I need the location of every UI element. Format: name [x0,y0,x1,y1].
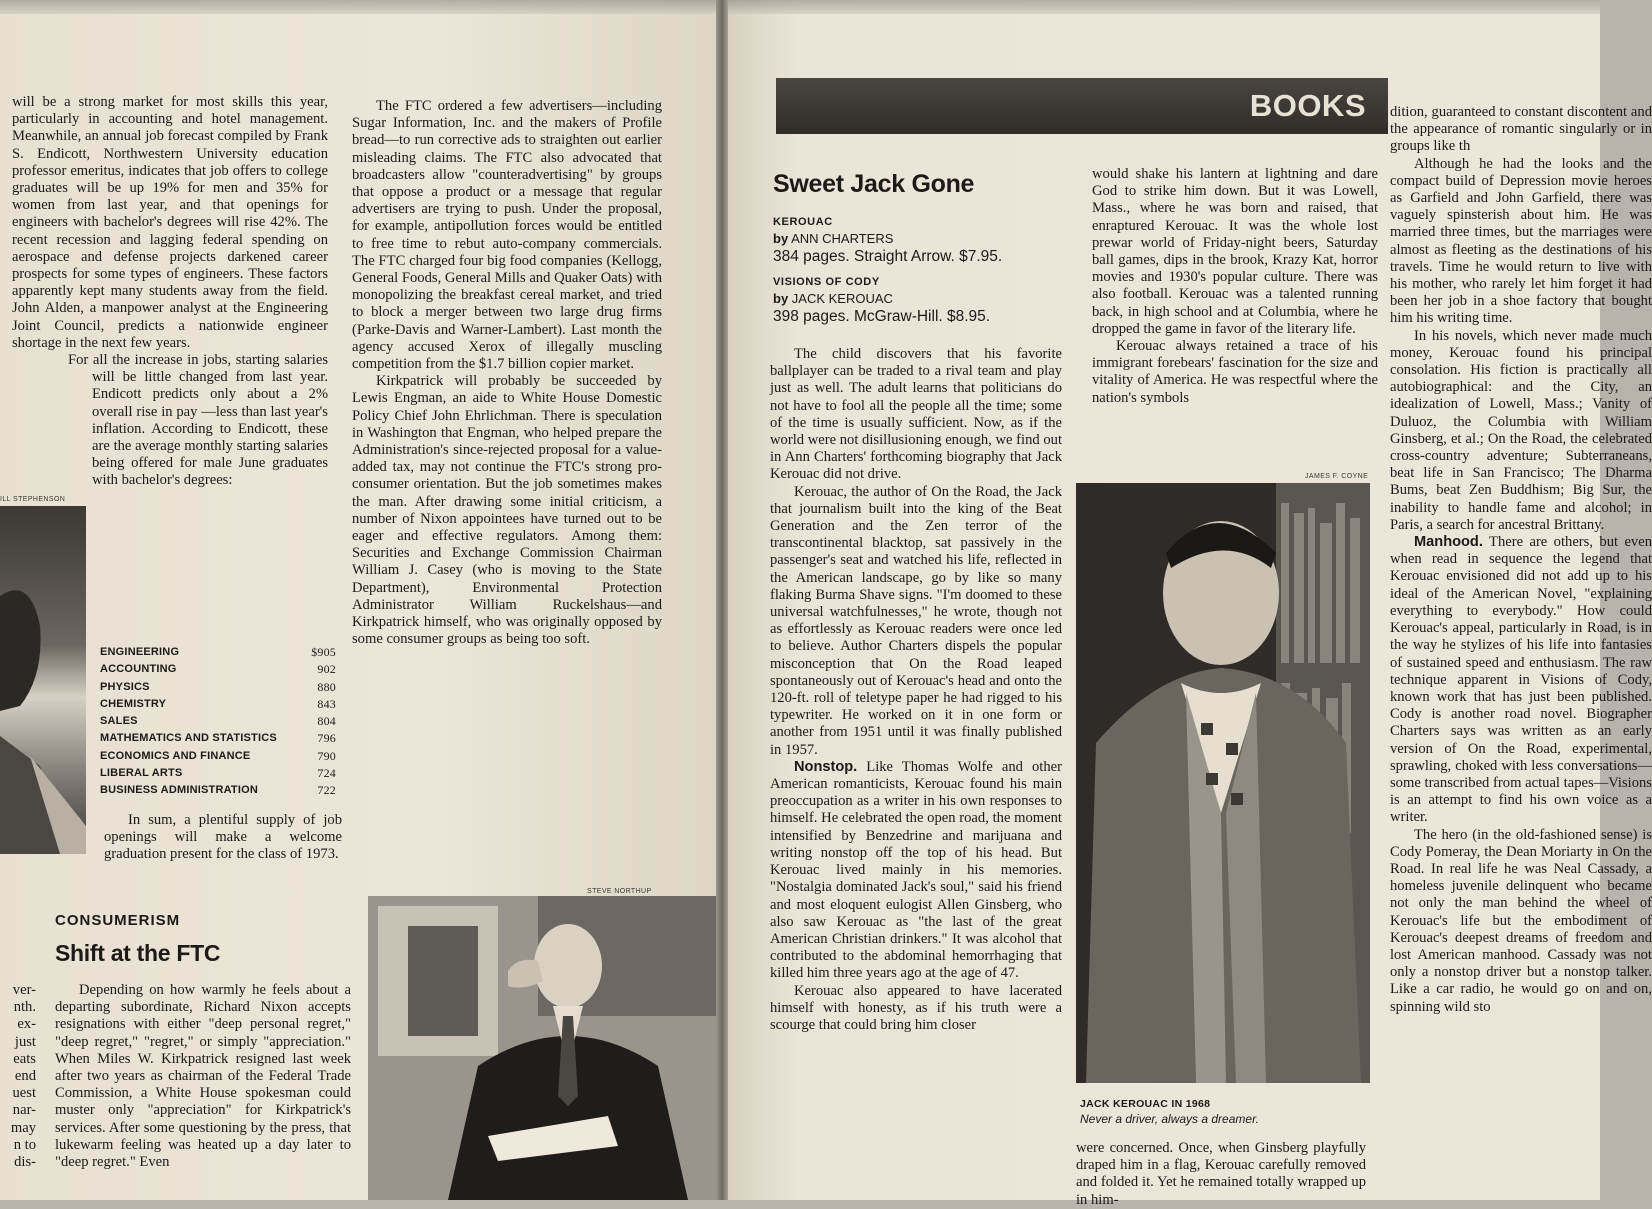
salary-row [100,644,336,661]
book-author-line [773,291,1063,306]
left-column-1c [55,982,351,1171]
right-col3-paragraph-4 [1390,534,1652,826]
salary-amount: $905 [311,645,336,659]
salary-field: ACCOUNTING [100,663,177,676]
banner-label: BOOKS [1249,88,1366,123]
runin-manhood: Manhood. [1414,534,1483,551]
photo-credit-kerouac: JAMES F. COYNE [1305,473,1369,480]
salary-row [100,713,336,730]
left-column-1b [94,630,342,863]
section-headline: Shift at the FTC [55,940,221,966]
review-headline: Sweet Jack Gone [773,170,975,198]
right-col1-paragraph-1: The child discovers that his favorite ballplayer can be traded to a rival team and play just as well. The adult learns that politicians do not have to fool all the people all the time; some of the time is usually sufficient. Now, as if the world were not disillusioning enough, we find out in Ann Charters' forthcoming biography that Jack Kerouac did not drive. [770,346,1062,483]
book-author: JACK KEROUAC [791,291,893,306]
salary-amount: 724 [317,766,336,781]
photo-caption [1080,1097,1370,1127]
edge-fragment: eats [13,1050,36,1067]
book-info [773,206,1063,326]
edge-fragment: nth. [13,999,36,1016]
right-col1-paragraph-2: Kerouac, the author of On the Road, the Jack that journalism built into the king of the Beat Generation and the Zen terror of the transcontinental blacktop, sat passively in the passenger's seat and watched his life, reflected in the American landscape, go by like so many flaking Burma Shave signs. "I'm doomed to these universal watchfulnesses," he wrote, though not as effortlessly as Kerouac readers were once led to believe. Author Charters dispels the popular misconception that On the Road leaped spontaneously out of Kerouac's head and onto the 120-ft. roll of teletype paper he had rigged to his typewriter. He worked on it in one form or another from 1951 until it was finally published in 1957. [770,483,1062,758]
right-col2-paragraph-1: would shake his lantern at lightning and dare God to strike him down. But it was Lowell, Mass., where he was born and raised, that enraptured Kerouac. It was the whole lost prewar world of Friday-night beers, Saturday ball games, dips in the brook, Krazy Kat, horror movies and 1930's popular culture. There was also football. Kerouac was a talented running back, in high school and at Columbia, where he dropped the game in favor of the literary life. [1092,166,1378,337]
right-col1-paragraph-3 [770,759,1062,983]
left-edge-photo [0,506,86,854]
right-col3-paragraph-1: dition, guaranteed to constant discontent and the appearance of romantic singularly or in groups like th [1390,104,1652,155]
left-col2-paragraph-1: The FTC ordered a few advertisers—including Sugar Information, Inc. and the makers of Profile bread—to run corrective ads to straighten out earlier misleading claims. The FTC also advocated that broadcasters allow "counteradvertising" by groups that oppose a product or a message that regular advertisers are trying to push. Under the proposal, for example, antipollution forces would be entitled to free time to rebut auto-company commercials. The FTC charged four big food companies (Kellogg, General Foods, General Mills and Quaker Oats) with monopolizing the breakfast cereal market, and tried to block a merger between two large drug firms (Parke-Davis and Warner-Lambert). Last month the agency accused Xerox of illegally muscling competition from the $1.7 billion copier market. [352,98,662,373]
section-banner [776,78,1388,134]
salary-field: LIBERAL ARTS [100,767,183,780]
salary-field: ECONOMICS AND FINANCE [100,749,251,762]
left-column-1 [12,94,328,490]
man-at-desk-graphic [368,896,716,1200]
right-col3-paragraph-5: The hero (in the old-fashioned sense) is Cody Pomeray, the Dean Moriarty in On the Road. In real life he was Neal Cassady, a homeless juvenile delinquent who became not only the man behind the wheel of Kerouac's life but the embodiment of Kerouac's deepest dreams of freedom and lost American manhood. Cassady was not only a nonstop driver but a nonstop talker. Like a car radio, he would go on and on, spinning wild sto [1390,826,1652,1015]
edge-fragment: end [14,1068,36,1085]
right-col3-paragraph-2: Although he had the looks and the compact build of Depression movie heroes as Garfield and John Garfield, there was vaguely spinsterish about him. He was married three times, but the marriages were almost as fleeting as the destinations of his travels. Time he would return to live with his mother, who rarely let him forget it had been her job in a shoe factory that bought him his writing time. [1390,155,1652,327]
salary-row [100,730,336,747]
edge-fragment: ver- [12,982,36,998]
book-title: VISIONS OF CODY [773,276,880,288]
kirkpatrick-photo [368,896,716,1200]
photo-credit-left: ILL STEPHENSON [0,496,66,503]
salary-row [100,748,336,765]
book-author: ANN CHARTERS [791,231,894,246]
left-col1-paragraph-3: In sum, a plentiful supply of job openings will make a welcome graduation present for the class of 1973. [104,811,342,863]
edge-fragment: nar- [12,1102,36,1119]
salary-amount: 790 [317,748,336,763]
salary-field: CHEMISTRY [100,697,167,710]
caption-text: Never a driver, always a dreamer. [1080,1112,1259,1126]
right-col1-paragraph-4: Kerouac also appeared to have lacerated himself with honesty, as if his truth were a scourge that could bring him closer [770,982,1062,1033]
edge-fragment: just [14,1033,36,1050]
salary-row [100,782,336,799]
section-kicker: CONSUMERISM [55,912,181,929]
salary-amount: 880 [317,679,336,694]
kerouac-photo [1076,483,1370,1083]
left-column-2 [352,98,662,649]
salary-amount: 796 [317,731,336,746]
left-page [0,0,716,1200]
right-column-3 [1390,104,1652,1016]
salary-field: BUSINESS ADMINISTRATION [100,784,258,797]
salary-row [100,661,336,678]
photo-credit-mid: STEVE NORTHUP [587,888,652,895]
salary-row [100,679,336,696]
salary-amount: 804 [317,714,336,729]
book-by: by [773,231,789,246]
right-col3-paragraph-3: In his novels, which never made much money, Kerouac found his principal consolation. His fiction is practically all autobiographical: and the City, an idealization of Lowell, Mass.; Vanity of Duluoz, the Columbia with William Ginsberg, et al.; On the Road, the celebrated cross-country adventure; Subterraneans, beat life in San Francisco; The Dharma Bums, beat Zen Buddhism; Big Sur, the inability to handle fame and alcohol; in Paris, a search for ancestral Brittany. [1390,327,1652,533]
left-col1-paragraph-1: will be a strong market for most skills this year, particularly in accounting and hotel management. Meanwhile, an annual job forecast compiled by Frank S. Endicott, Northwestern University education professor emeritus, indicates that job offers to college graduates will be up 19% for men and 35% for women from last year, and that openings for engineers with bachelor's degrees will rise 42%. The recent recession and lagging federal spending on aerospace and defense projects darkened career prospects for some types of engineers. These factors apparently kept many students away from the field. John Alden, a manpower analyst at the Engineering Joint Council, predicts a nationwide engineer shortage in the next few years. [12,94,328,351]
salary-field: ENGINEERING [100,646,180,658]
book-by: by [773,291,789,306]
book-publication: 384 pages. Straight Arrow. $7.95. [773,248,1003,265]
book-title: KEROUAC [773,216,833,228]
left-col1-paragraph-2: For all the increase in jobs, starting salaries will be little changed from last year. Endicott predicts only about a 2% overall rise in pay —less than last year's inflation. According to Endicott, these are the average monthly starting salaries being offered for male June graduates with bachelor's degrees: [68,352,328,489]
edge-fragment: ex- [17,1016,36,1033]
salary-field: MATHEMATICS AND STATISTICS [100,732,277,745]
book-publication: 398 pages. McGraw-Hill. $8.95. [773,308,991,325]
salary-field: SALES [100,715,138,728]
salary-amount: 843 [317,696,336,711]
salary-amount: 902 [317,662,336,677]
right-col3-paragraph-4-text: There are others, but even when read in sequence the legend that Kerouac envisioned did not add up to his ideal of the American Novel, "explaining everything to everybody." How could Kerouac's appeal, particularly in Road, is in the way he stylizes of his life into fantasies of sustained speed and enthusiasm. The raw technique apparent in Visions of Cody, known work that has just been published. Cody is another road novel. Biographer Charters says was written as an early version of On the Road, experimental, sprawling, choked with less conversations—some transcribed from actual tapes—Visions is an attempt to find his own voice as a writer. [1390,534,1652,826]
runin-nonstop: Nonstop. [794,758,858,775]
book-gutter [716,0,728,1200]
right-col1-paragraph-3-text: Like Thomas Wolfe and other American romanticists, Kerouac found his main preoccupation as a writer in his own responses to himself. He celebrated the open road, the moment intensified by Benzedrine and marijuana and writing nonstop off the top of his head. But Kerouac lived mainly in his memories. "Nostalgia dominated Jack's soul," said his friend and most eloquent eulogist Allen Ginsberg, who also saw Kerouac as "the last of the great American Christian drinkers." It was alcohol that contributed to the abdominal hemorrhaging that killed him three years ago at the age of 47. [770,758,1062,982]
page-top-shadow [0,0,716,14]
right-col2-paragraph-2: Kerouac always retained a trace of his immigrant forebears' fascination for the size and vitality of America. He was respectful where the nation's symbols [1092,338,1378,406]
caption-title: JACK KEROUAC IN 1968 [1080,1098,1211,1110]
edge-fragments [0,982,36,1171]
right-column-1 [770,346,1062,1034]
salary-table [100,644,336,800]
edge-fragment: uest [12,1085,36,1102]
left-col1-paragraph-4: Depending on how warmly he feels about a departing subordinate, Richard Nixon accepts resignations with either "deep personal regret," "deep regret," "regret," or simply "appreciation." When Miles W. Kirkpatrick resigned last week after two years as chairman of the Federal Trade Commission, a White House spokesman could muster only "appreciation" for Kirkpatrick's services. After some questioning by the press, that lukewarm feeling was heated up a day later to "deep regret." Even [55,982,351,1171]
salary-row [100,765,336,782]
salary-amount: 722 [317,783,336,798]
right-col2-paragraph-3: were concerned. Once, when Ginsberg playfully draped him in a flag, Kerouac carefully removed and folded it. Yet he remained totally wrapped up in him- [1076,1140,1366,1208]
kerouac-portrait-graphic [1076,483,1370,1083]
edge-fragment: n to [13,1136,36,1153]
page-top-shadow-right [728,0,1600,14]
right-column-2b [1076,1140,1366,1209]
salary-field: PHYSICS [100,680,150,693]
edge-fragment: dis- [14,1154,36,1171]
left-col2-paragraph-2: Kirkpatrick will probably be succeeded by Lewis Engman, an aide to White House Domestic Policy Chief John Ehrlichman. There is speculation in Washington that Engman, who helped prepare the Administration's since-rejected proposal for a value-added tax, may not continue the FTC's strong pro-consumer orientation. But the job sometimes makes the man. After drawing some initial criticism, a number of Nixon appointees have turned out to be eager and effective regulators. Among them: Securities and Exchange Commission Chairman William J. Casey (who is moving to the State Department), Environmental Protection Administrator William Ruckelshaus—and Kirkpatrick himself, who was originally opposed by some consumer groups as being too soft. [352,373,662,648]
edge-fragment: may [10,1119,36,1136]
salary-row [100,696,336,713]
book-author-line [773,231,1063,246]
right-column-2 [1092,166,1378,407]
person-photo-graphic [0,506,86,854]
